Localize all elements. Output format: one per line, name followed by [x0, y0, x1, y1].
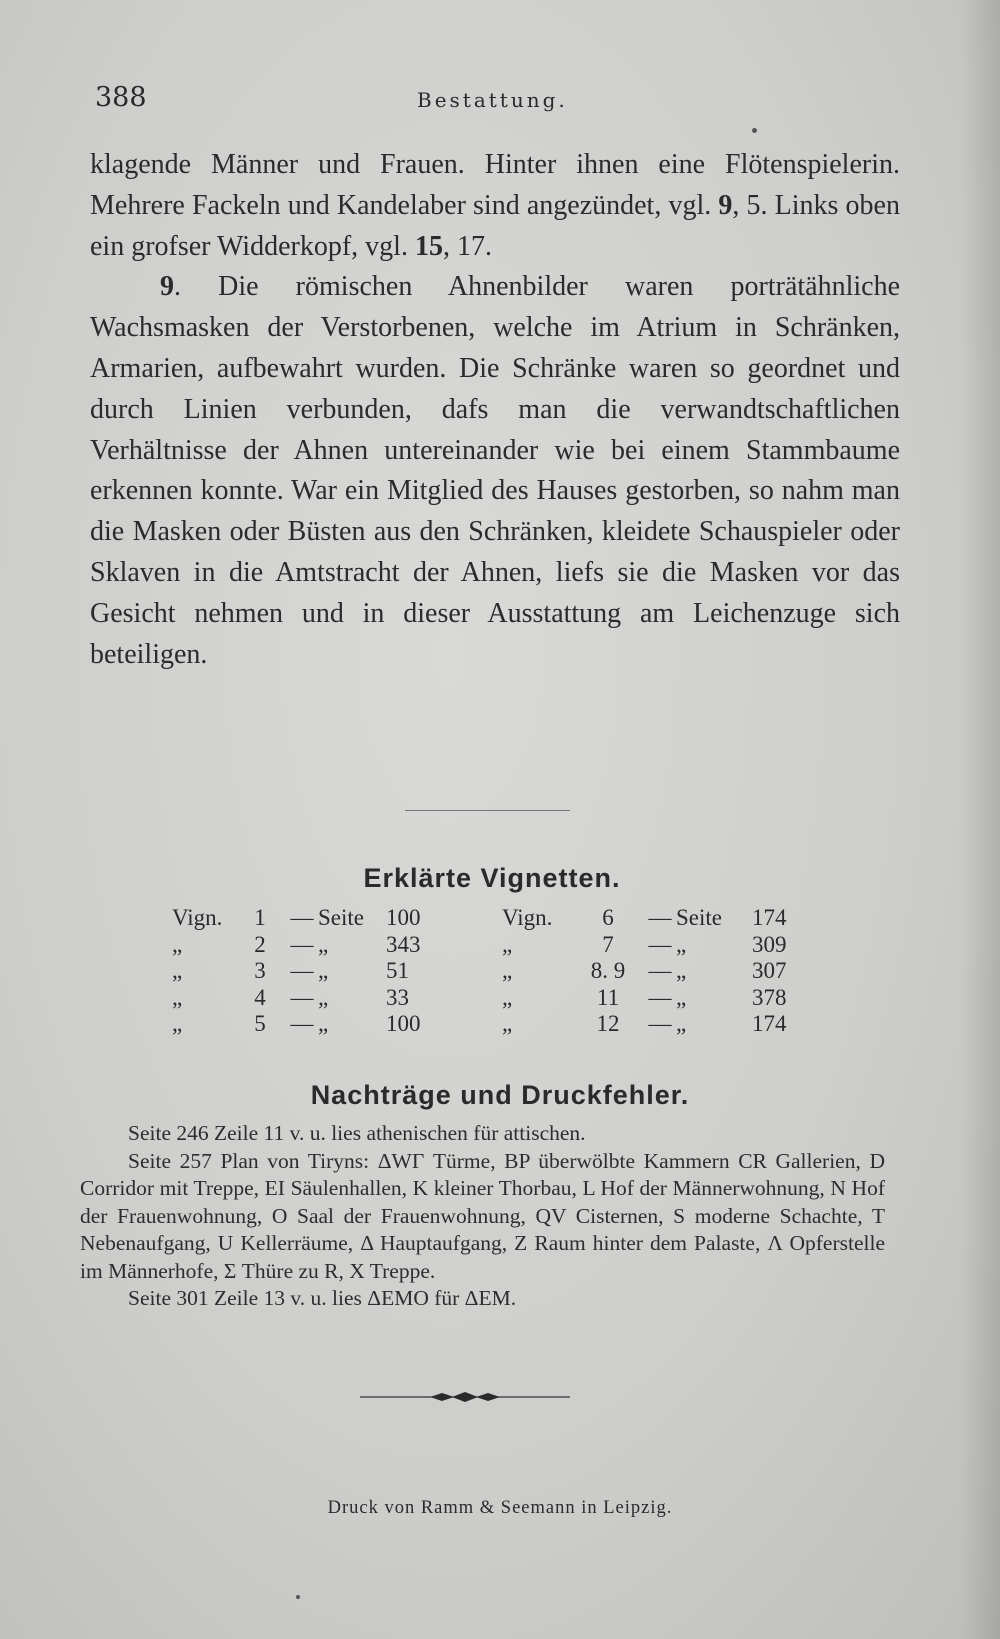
vignette-number: 2	[254, 931, 266, 957]
vignette-row	[172, 985, 486, 1012]
vignette-dash: —	[648, 1011, 672, 1036]
paper-speck	[752, 128, 757, 133]
text-run: klagende Männer und Frauen. Hinter ihnen eine Flötenspielerin. Mehrere Fackeln und Kandelaber sind angezündet, vgl.	[90, 149, 900, 221]
vignette-dash: —	[290, 1011, 314, 1036]
text-run: . Die römischen Ahnenbilder waren porträtähnliche Wachsmasken der Verstorbenen, welche im Atrium in Schränken, Armarien, aufbewahrt wurden. Die Schränke waren so geordnet und durch Linien verbunden, dafs man die verwandtschaftlichen Verhältnisse der Ahnen untereinander wie bei einem Stammbaume erkennen konnte. War ein Mitglied des Hauses gestorben, so nahm man die Masken oder Büsten aus den Schränken, kleidete Schauspieler oder Sklaven in die Amtstracht der Ahnen, liefs sie die Masken vor das Gesicht nehmen und in dieser Ausstattung am Leichenzuge sich beteiligen.	[90, 271, 900, 670]
vignette-prefix: „	[502, 931, 513, 957]
vignette-prefix: „	[502, 958, 513, 983]
vignette-seite-label: Seite	[318, 905, 364, 930]
vignette-seite-label: Seite	[676, 905, 722, 930]
paragraph-note-9	[90, 267, 900, 675]
page-number: 388	[95, 82, 147, 113]
vignette-row	[502, 1011, 852, 1038]
paragraph-continuation	[90, 145, 900, 267]
vignette-page: 378	[752, 984, 787, 1010]
vignette-prefix: „	[172, 931, 183, 957]
note-number: 9	[160, 271, 174, 303]
vignette-dash: —	[648, 931, 672, 957]
vignette-seite-label: „	[676, 931, 687, 957]
vignette-number: 11	[596, 984, 620, 1010]
section-rule	[405, 810, 570, 811]
vignette-prefix: „	[502, 984, 513, 1010]
vignette-number: 12	[596, 1011, 620, 1036]
vignette-row	[172, 1011, 486, 1038]
vignette-page: 33	[386, 984, 409, 1010]
vignettes-column-right	[502, 905, 852, 1038]
vignette-dash: —	[648, 984, 672, 1010]
vignette-row	[502, 932, 852, 959]
vignette-prefix: „	[172, 1011, 183, 1036]
vignette-prefix: „	[172, 958, 183, 983]
vignette-prefix: „	[502, 1011, 513, 1036]
vignette-row	[172, 932, 486, 959]
vignette-prefix: Vign.	[172, 905, 223, 930]
vignette-dash: —	[290, 905, 314, 930]
vignette-number: 4	[254, 984, 266, 1010]
vignettes-column-left	[172, 905, 486, 1038]
vignette-prefix: Vign.	[502, 905, 553, 930]
vignette-number: 6	[602, 905, 614, 930]
vignette-page: 307	[752, 958, 787, 983]
vignette-dash: —	[648, 905, 672, 930]
vignette-number: 1	[254, 905, 266, 930]
correction-entry: Seite 257 Plan von Tiryns: ΔWΓ Türme, BP überwölbte Kammern CR Gallerien, D Corridor mit Treppe, EI Säulenhallen, K kleiner Thorbau, L Hof der Männerwohnung, N Hof der Frauenwohnung, O Saal der Frauenwohnung, QV Cisternen, S moderne Schachte, T Nebenaufgang, U Kellerräume, Δ Hauptaufgang, Z Raum hinter dem Palaste, Λ Opferstelle im Männerhofe, Σ Thüre zu R, X Treppe.	[80, 1148, 885, 1283]
vignette-seite-label: „	[318, 984, 329, 1010]
text-run: , 5. Links oben ein grofser Widderkopf, vgl.	[90, 189, 900, 262]
ornament-divider	[360, 1389, 570, 1405]
vignette-number: 5	[254, 1011, 266, 1036]
vignette-seite-label: „	[676, 1011, 687, 1036]
vignette-dash: —	[290, 984, 314, 1010]
vignette-dash: —	[290, 958, 314, 983]
vignette-page: 100	[386, 905, 421, 930]
vignette-number: 3	[254, 958, 266, 983]
vignette-seite-label: „	[676, 984, 687, 1010]
vignette-page: 174	[752, 1011, 787, 1036]
corrections-list	[80, 1120, 885, 1313]
vignette-row	[172, 958, 486, 985]
vignette-number: 8. 9	[590, 958, 626, 983]
page-header	[95, 82, 900, 118]
vignette-page: 51	[386, 958, 409, 983]
vignette-page: 309	[752, 931, 787, 957]
text-run: , 17.	[442, 230, 492, 262]
vignette-number: 7	[602, 931, 614, 957]
corrections-heading: Nachträge und Druckfehler.	[310, 1080, 690, 1110]
vignette-dash: —	[648, 958, 672, 983]
vignette-page: 343	[386, 931, 421, 957]
paper-speck	[296, 1595, 300, 1599]
vignette-dash: —	[290, 931, 314, 957]
correction-entry: Seite 301 Zeile 13 v. u. lies ΔEMO für ΔEM.	[128, 1286, 517, 1310]
vignette-row	[502, 985, 852, 1012]
vignette-prefix: „	[172, 984, 183, 1010]
printer-imprint: Druck von Ramm & Seemann in Leipzig.	[327, 1498, 673, 1518]
vignette-page: 100	[386, 1011, 421, 1036]
vignette-seite-label: „	[676, 958, 687, 983]
vignette-page: 174	[752, 905, 787, 930]
vignette-row	[502, 958, 852, 985]
reference-number: 15	[414, 230, 443, 262]
vignettes-heading: Erklärte Vignetten.	[363, 863, 621, 893]
body-text	[90, 145, 900, 675]
vignette-row	[172, 905, 486, 932]
vignette-seite-label: „	[318, 931, 329, 957]
reference-number: 9	[718, 189, 733, 221]
vignette-row	[502, 905, 852, 932]
page-edge-shadow	[960, 0, 1000, 1639]
correction-entry: Seite 246 Zeile 11 v. u. lies athenischen für attischen.	[128, 1121, 586, 1145]
vignette-seite-label: „	[318, 1011, 329, 1036]
vignette-seite-label: „	[318, 958, 329, 983]
running-head: Bestattung.	[417, 88, 568, 112]
